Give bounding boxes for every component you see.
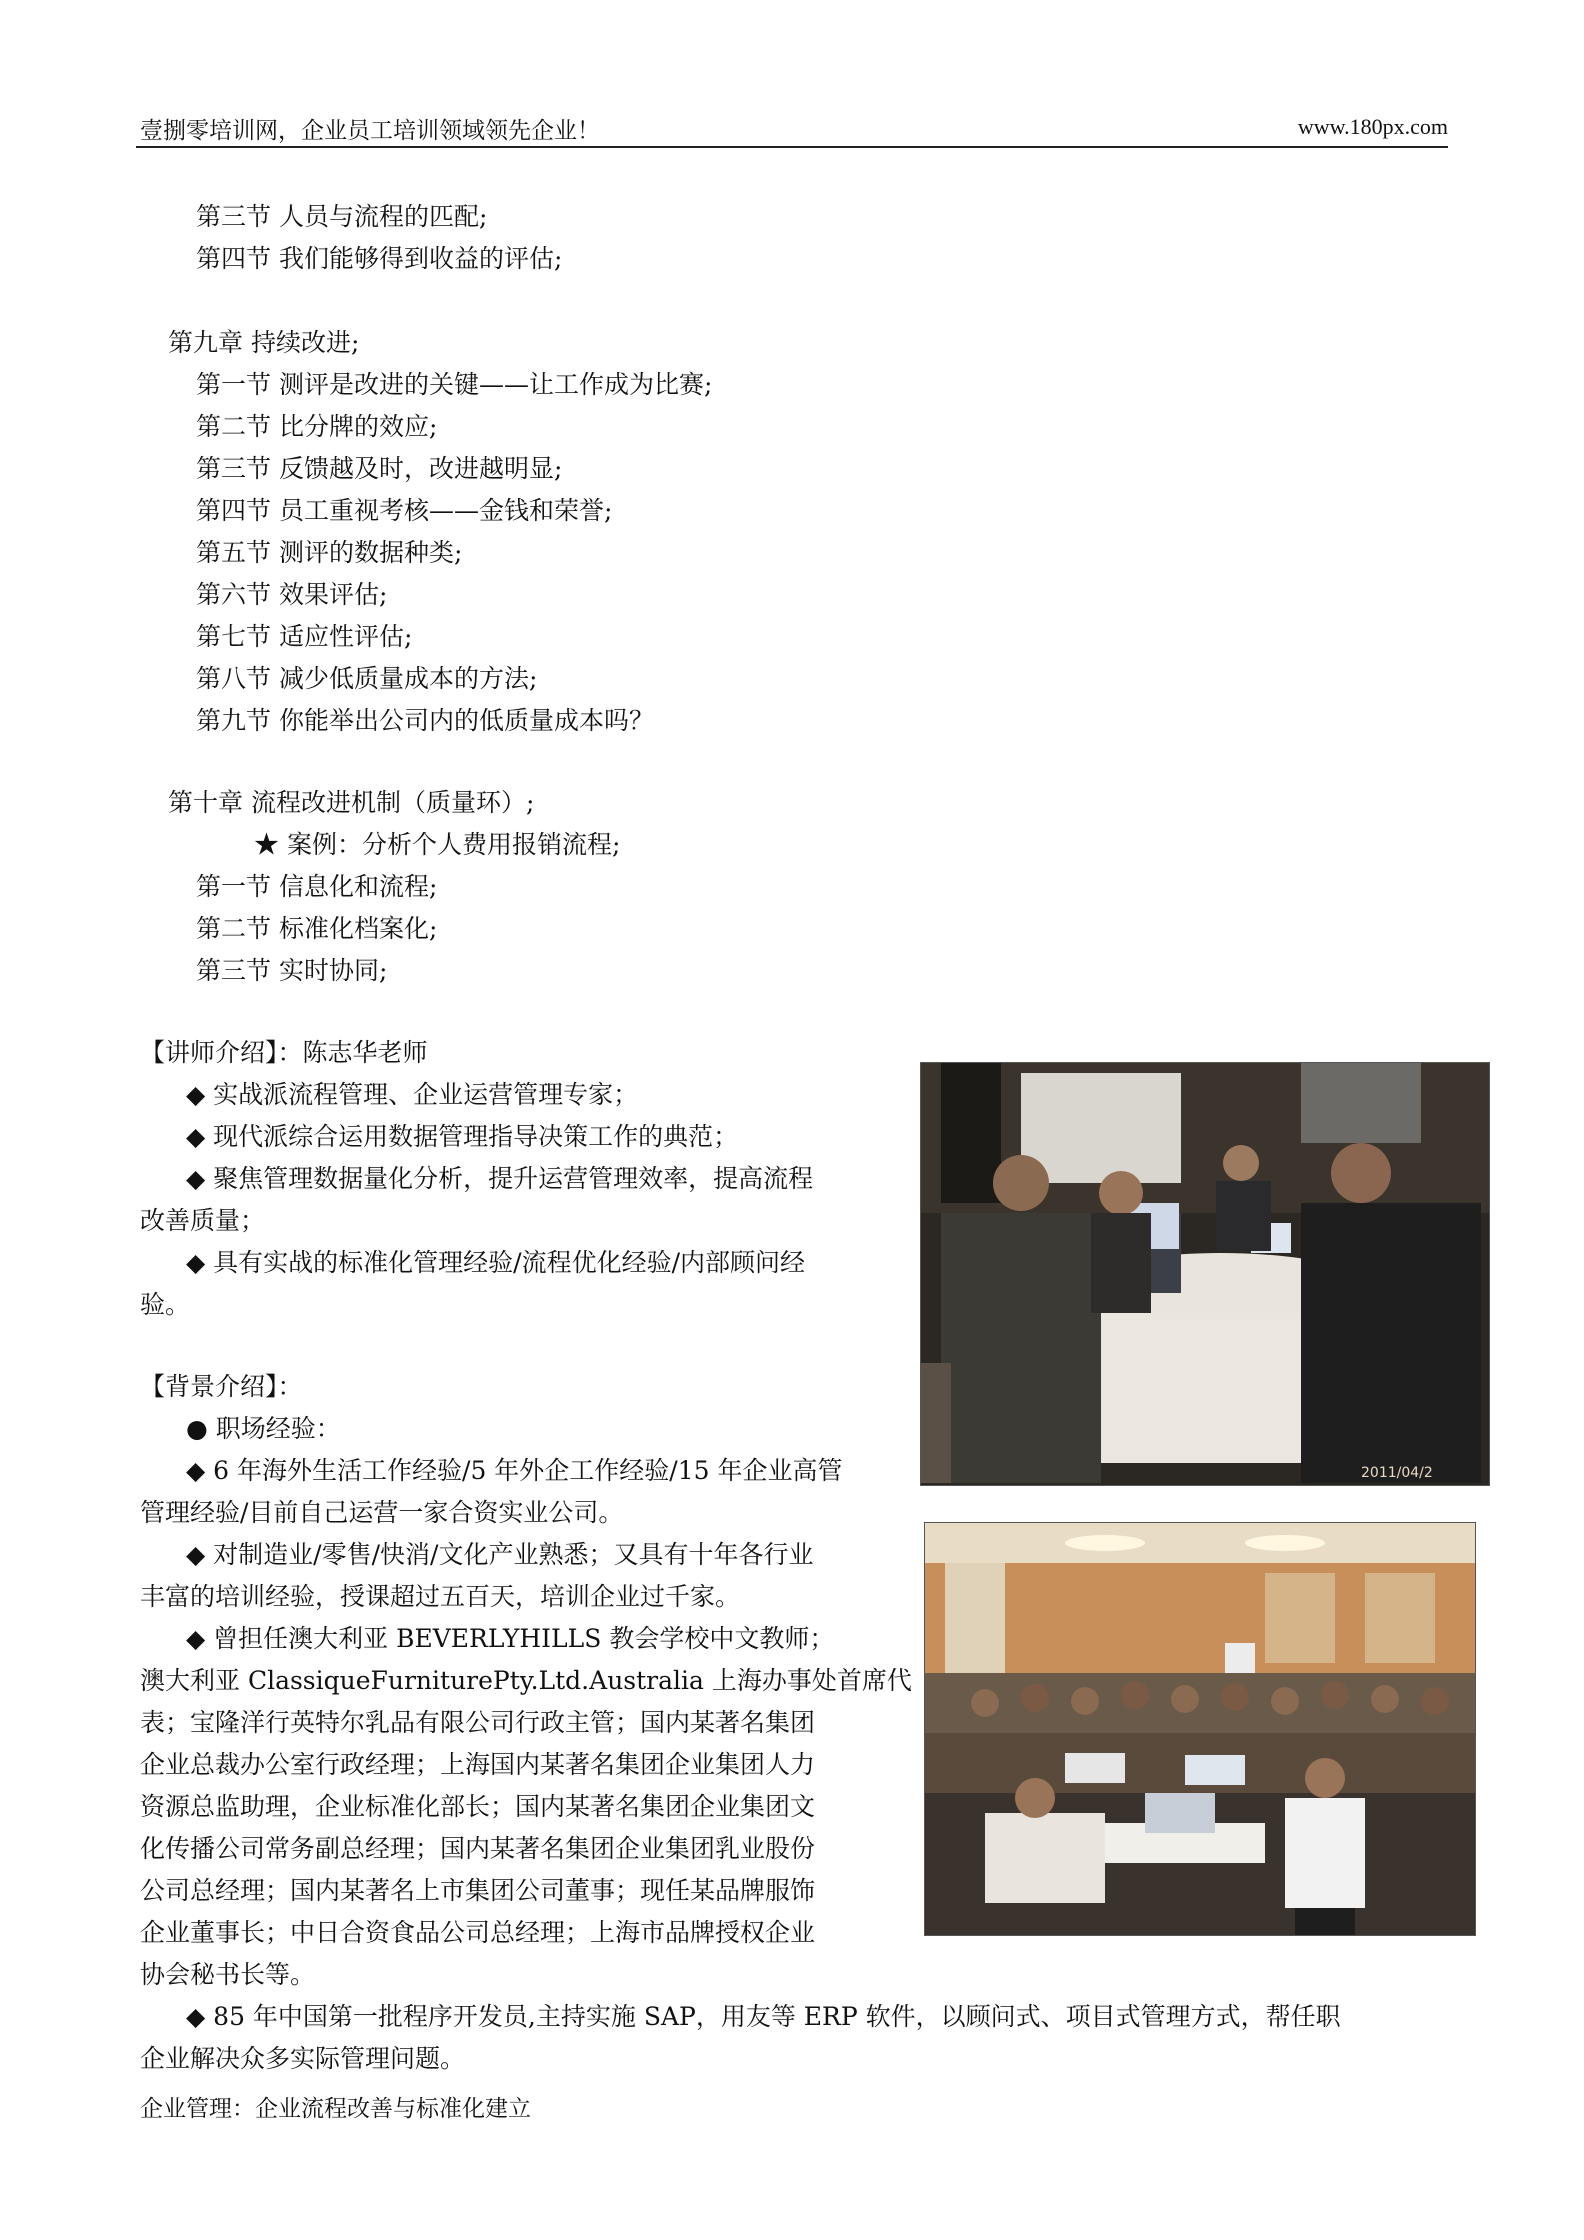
- training-photo-classroom: [924, 1522, 1476, 1936]
- section-line: 第一节 测评是改进的关键——让工作成为比赛;: [196, 370, 713, 399]
- background-bullet-cont: 企业董事长；中日合资食品公司总经理；上海市品牌授权企业: [140, 1918, 816, 1947]
- section-line: 第六节 效果评估;: [196, 580, 388, 609]
- lecturer-bullet: ◆ 现代派综合运用数据管理指导决策工作的典范；: [186, 1122, 739, 1151]
- background-bullet: ◆ 对制造业/零售/快消/文化产业熟悉；又具有十年各行业: [186, 1540, 814, 1569]
- background-bullet: ◆ 曾担任澳大利亚 BEVERLYHILLS 教会学校中文教师；: [186, 1624, 835, 1653]
- workplace-label: ● 职场经验：: [186, 1414, 341, 1443]
- section-line: 第四节 员工重视考核——金钱和荣誉;: [196, 496, 613, 525]
- background-bullet-cont: 丰富的培训经验，授课超过五百天，培训企业过千家。: [140, 1582, 741, 1611]
- photo-timestamp: 2011/04/2: [1361, 1465, 1433, 1481]
- background-heading: 【背景介绍】：: [140, 1372, 303, 1401]
- section-line: 第八节 减少低质量成本的方法;: [196, 664, 538, 693]
- section-line: 第二节 标准化档案化;: [196, 914, 438, 943]
- section-line: 第三节 反馈越及时，改进越明显;: [196, 454, 563, 483]
- lecturer-bullet-cont: 验。: [140, 1290, 191, 1319]
- background-bullet-cont: 化传播公司常务副总经理；国内某著名集团企业集团乳业股份: [140, 1834, 816, 1863]
- training-photo-classroom-drawing: [925, 1523, 1475, 1935]
- background-bullet-cont: 资源总监助理，企业标准化部长；国内某著名集团企业集团文: [140, 1792, 816, 1821]
- background-bullet-cont: 表；宝隆洋行英特尔乳品有限公司行政主管；国内某著名集团: [140, 1708, 816, 1737]
- background-bullet-cont: 企业解决众多实际管理问题。: [140, 2044, 466, 2073]
- case-line: ★ 案例：分析个人费用报销流程;: [254, 830, 621, 859]
- lecturer-heading: 【讲师介绍】：陈志华老师: [140, 1038, 428, 1067]
- lecturer-bullet: ◆ 实战派流程管理、企业运营管理专家；: [186, 1080, 639, 1109]
- background-bullet: ◆ 6 年海外生活工作经验/5 年外企工作经验/15 年企业高管: [186, 1456, 843, 1485]
- training-photo-small-group: [920, 1062, 1490, 1486]
- background-bullet-cont: 公司总经理；国内某著名上市集团公司董事；现任某品牌服饰: [140, 1876, 816, 1905]
- chapter-title: 第十章 流程改进机制（质量环）;: [168, 788, 535, 817]
- background-bullet-cont: 协会秘书长等。: [140, 1960, 316, 1989]
- section-line: 第二节 比分牌的效应;: [196, 412, 438, 441]
- section-line: 第三节 实时协同;: [196, 956, 388, 985]
- section-line: 第三节 人员与流程的匹配;: [196, 202, 488, 231]
- section-line: 第七节 适应性评估;: [196, 622, 413, 651]
- background-bullet-cont: 澳大利亚 ClassiqueFurniturePty.Ltd.Australia 上海办事处首席代: [140, 1666, 912, 1695]
- header-divider: [136, 146, 1448, 148]
- header-url[interactable]: www.180px.com: [1297, 114, 1448, 139]
- chapter-title: 第九章 持续改进;: [168, 328, 360, 357]
- section-line: 第四节 我们能够得到收益的评估;: [196, 244, 563, 273]
- lecturer-bullet-cont: 改善质量；: [140, 1206, 266, 1235]
- background-bullet: ◆ 85 年中国第一批程序开发员,主持实施 SAP，用友等 ERP 软件，以顾问式、项目式管理方式，帮任职: [186, 2002, 1341, 2031]
- lecturer-bullet: ◆ 具有实战的标准化管理经验/流程优化经验/内部顾问经: [186, 1248, 806, 1277]
- training-photo-small-group-drawing: [921, 1063, 1489, 1485]
- section-line: 第九节 你能举出公司内的低质量成本吗？: [196, 706, 654, 735]
- background-bullet-cont: 企业总裁办公室行政经理；上海国内某著名集团企业集团人力: [140, 1750, 816, 1779]
- section-line: 第五节 测评的数据种类;: [196, 538, 463, 567]
- lecturer-bullet: ◆ 聚焦管理数据量化分析，提升运营管理效率，提高流程: [186, 1164, 814, 1193]
- footer-course-title: 企业管理：企业流程改善与标准化建立: [140, 2096, 531, 2122]
- header-site-slogan: 壹捌零培训网，企业员工培训领域领先企业！: [140, 118, 600, 144]
- section-line: 第一节 信息化和流程;: [196, 872, 438, 901]
- background-bullet-cont: 管理经验/目前自己运营一家合资实业公司。: [140, 1498, 624, 1527]
